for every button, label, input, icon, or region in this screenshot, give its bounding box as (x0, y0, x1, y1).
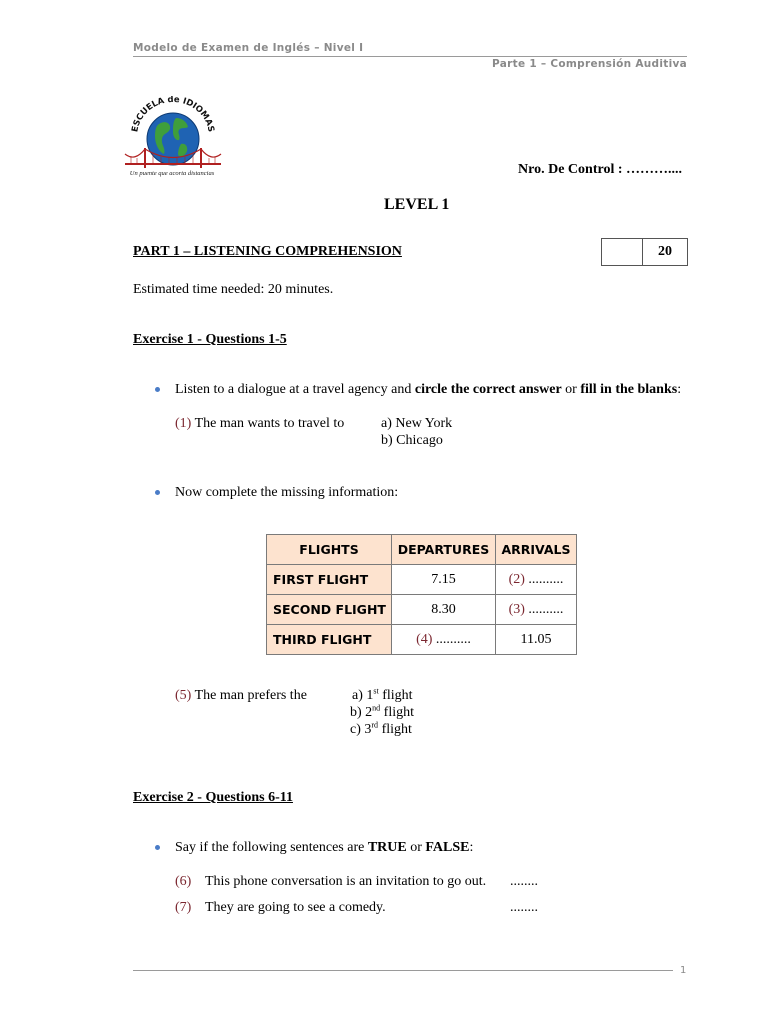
score-box (601, 238, 688, 266)
option-text: flight (378, 722, 412, 737)
ordinal-suffix: st (373, 686, 379, 696)
question-text: The man prefers the (191, 688, 307, 703)
header-left: Modelo de Examen de Inglés – Nivel I (133, 42, 364, 54)
flight-name: FIRST FLIGHT (267, 565, 392, 595)
exercise1-instruction-2: Now complete the missing information: (175, 485, 399, 500)
q1-option-a[interactable]: a) New York (381, 416, 453, 431)
ordinal-suffix: nd (372, 703, 381, 713)
question-number: (4) (416, 631, 433, 647)
page-number: 1 (680, 965, 687, 976)
option-text: c) 3 (350, 722, 372, 737)
bullet-icon (155, 845, 160, 850)
departure-time: 8.30 (392, 595, 496, 625)
instr-text: or (561, 382, 581, 397)
bullet-icon (155, 387, 160, 392)
flight-name: THIRD FLIGHT (267, 625, 392, 655)
instr-bold: FALSE (425, 840, 470, 855)
score-total: 20 (658, 244, 672, 259)
answer-blank[interactable]: ........ (510, 900, 538, 915)
instr-text: : (677, 382, 682, 397)
exercise1-instruction (175, 382, 681, 398)
exercise2-title: Exercise 2 - Questions 6-11 (133, 790, 293, 805)
exercise1-title: Exercise 1 - Questions 1-5 (133, 332, 287, 347)
flight-name: SECOND FLIGHT (267, 595, 392, 625)
instr-text: : (469, 840, 474, 855)
control-number-label: Nro. De Control : ……….... (518, 162, 682, 177)
logo-tagline: Un puente que acorta distancias (129, 170, 215, 177)
option-text: a) 1 (352, 688, 374, 703)
q1-option-b[interactable]: b) Chicago (381, 433, 443, 448)
table-header-row (267, 535, 577, 565)
arrival-time: 11.05 (496, 625, 577, 655)
question-number: (1) (175, 416, 192, 431)
instr-text: Say if the following sentences are (175, 840, 368, 855)
question-1 (175, 416, 344, 432)
instr-text: or (406, 840, 426, 855)
question-number: (7) (175, 900, 192, 915)
question-5 (175, 688, 307, 704)
q5-option-b[interactable] (350, 705, 414, 721)
statement-text: They are going to see a comedy. (205, 900, 386, 915)
question-number: (6) (175, 874, 192, 889)
header-flights: FLIGHTS (267, 535, 392, 565)
arrival-blank[interactable] (496, 565, 577, 595)
q5-option-a[interactable] (352, 688, 413, 704)
q5-option-c[interactable] (350, 722, 412, 738)
answer-blank[interactable]: ........ (510, 874, 538, 889)
level-title: LEVEL 1 (384, 196, 450, 213)
blank: .......... (524, 601, 564, 617)
part-title: PART 1 – LISTENING COMPREHENSION (133, 244, 402, 259)
time-note: Estimated time needed: 20 minutes. (133, 282, 334, 297)
score-blank-cell[interactable] (602, 239, 643, 265)
arrival-blank[interactable] (496, 595, 577, 625)
bullet-icon (155, 490, 160, 495)
option-text: b) 2 (350, 705, 373, 720)
header-arrivals: ARRIVALS (496, 535, 577, 565)
instr-bold: TRUE (367, 840, 407, 855)
question-text: The man wants to travel to (191, 416, 345, 431)
question-number: (3) (508, 601, 525, 617)
header-rule (133, 56, 687, 57)
table-row (267, 625, 577, 655)
option-text: flight (378, 688, 413, 703)
footer-rule (133, 970, 673, 971)
blank: .......... (432, 631, 471, 647)
blank: .......... (524, 571, 564, 587)
question-number: (5) (175, 688, 192, 703)
statement-text: This phone conversation is an invitation to go out. (205, 874, 487, 889)
table-row (267, 595, 577, 625)
departure-blank[interactable] (392, 625, 496, 655)
school-logo (115, 96, 229, 178)
ordinal-suffix: rd (371, 720, 379, 730)
exercise2-instruction (175, 840, 473, 856)
option-text: flight (380, 705, 415, 720)
table-row (267, 565, 577, 595)
question-number: (2) (508, 571, 525, 587)
instr-bold: fill in the blanks (580, 382, 678, 397)
header-right: Parte 1 – Comprensión Auditiva (492, 58, 687, 70)
logo-arc-text: ESCUELA de IDIOMAS (130, 96, 216, 133)
flights-table (266, 534, 577, 655)
instr-text: Listen to a dialogue at a travel agency and (175, 382, 415, 397)
header-departures: DEPARTURES (392, 535, 496, 565)
instr-bold: circle the correct answer (414, 382, 562, 397)
departure-time: 7.15 (392, 565, 496, 595)
